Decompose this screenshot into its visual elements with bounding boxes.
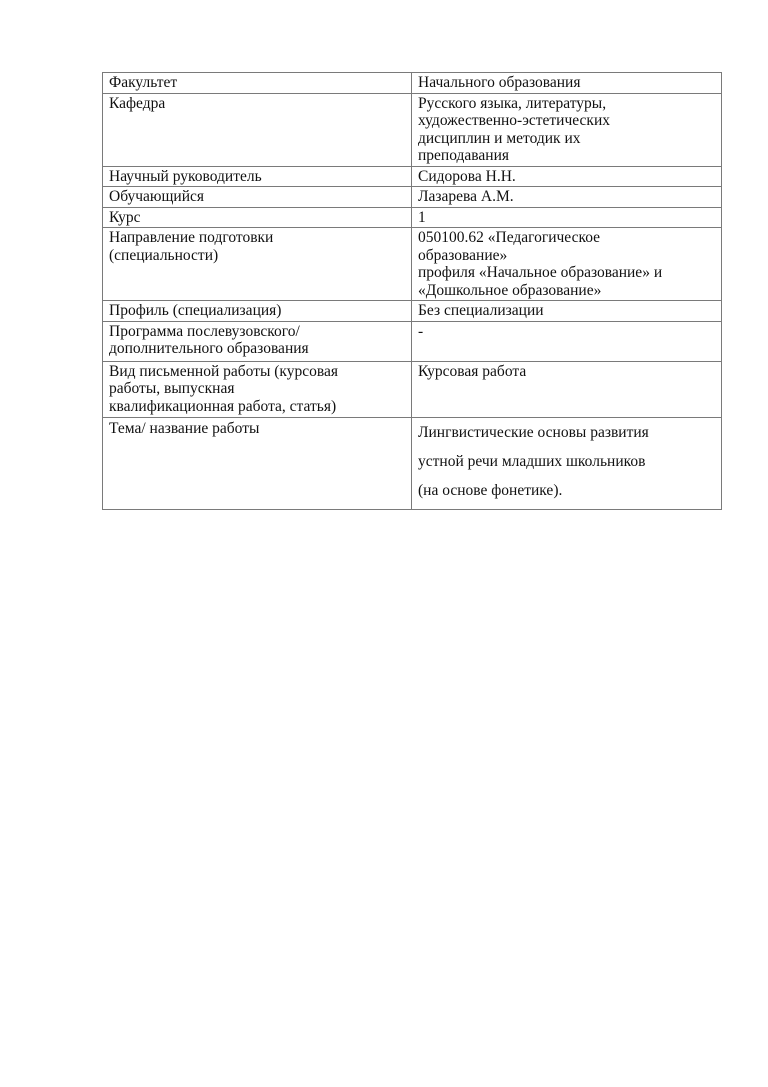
row-value-line: Сидорова Н.Н. bbox=[418, 167, 516, 185]
row-value bbox=[412, 207, 722, 228]
row-value bbox=[412, 301, 722, 322]
table-row-department bbox=[103, 93, 722, 166]
row-value bbox=[412, 361, 722, 417]
table-row-course bbox=[103, 207, 722, 228]
row-label-line: дополнительного образования bbox=[109, 340, 309, 357]
row-label-line: Курс bbox=[109, 208, 141, 226]
row-label-line: квалификационная работа, статья) bbox=[109, 397, 337, 415]
row-label bbox=[103, 207, 412, 228]
row-label-line: Программа послевузовского/ bbox=[109, 322, 300, 340]
row-value-line: образование» bbox=[418, 246, 508, 264]
row-label bbox=[103, 417, 412, 509]
row-value-line: дисциплин и методик их bbox=[418, 129, 581, 147]
row-label-line: Тема/ название работы bbox=[109, 419, 260, 437]
row-label-line: Вид письменной работы (курсовая bbox=[109, 362, 338, 380]
row-value bbox=[412, 321, 722, 361]
row-label-line: Факультет bbox=[109, 74, 178, 91]
row-value bbox=[412, 166, 722, 187]
row-value bbox=[412, 417, 722, 509]
row-label bbox=[103, 228, 412, 301]
table-row-work-type bbox=[103, 361, 722, 417]
table-row-topic bbox=[103, 417, 722, 509]
row-value-line: профиля «Начальное образование» и bbox=[418, 264, 663, 281]
row-value-line: «Дошкольное образование» bbox=[418, 281, 602, 299]
row-label-line: работы, выпускная bbox=[109, 380, 235, 397]
row-value-line: Лазарева А.М. bbox=[418, 188, 514, 205]
row-label bbox=[103, 321, 412, 361]
row-value-line: Начального образования bbox=[418, 74, 581, 91]
row-value bbox=[412, 73, 722, 94]
row-value-line: Лингвистические основы развития bbox=[418, 423, 649, 441]
row-value-line: 050100.62 «Педагогическое bbox=[418, 229, 601, 246]
row-value-line: (на основе фонетике). bbox=[418, 481, 563, 499]
row-label-line: Кафедра bbox=[109, 94, 166, 112]
row-label bbox=[103, 93, 412, 166]
row-label bbox=[103, 187, 412, 208]
table-row-profile bbox=[103, 301, 722, 322]
row-label-line: Профиль (специализация) bbox=[109, 302, 282, 319]
row-value-line: устной речи младших школьников bbox=[418, 452, 646, 470]
table-row-student bbox=[103, 187, 722, 208]
row-label bbox=[103, 73, 412, 94]
row-value-line: Русского языка, литературы, bbox=[418, 94, 607, 112]
row-label-line: Обучающийся bbox=[109, 188, 205, 205]
row-label-line: Направление подготовки bbox=[109, 229, 274, 246]
info-table bbox=[102, 72, 722, 510]
row-value-line: Курсовая работа bbox=[418, 362, 527, 380]
row-value-line: - bbox=[418, 322, 424, 340]
row-value bbox=[412, 187, 722, 208]
row-label-line: Научный руководитель bbox=[109, 167, 262, 185]
row-value-line: преподавания bbox=[418, 147, 510, 164]
row-value-line: 1 bbox=[418, 208, 426, 226]
table-row-supervisor bbox=[103, 166, 722, 187]
row-value bbox=[412, 93, 722, 166]
row-value-line: Без специализации bbox=[418, 302, 544, 319]
row-label-line: (специальности) bbox=[109, 246, 219, 264]
row-label bbox=[103, 361, 412, 417]
table-row-program bbox=[103, 321, 722, 361]
table-row-direction bbox=[103, 228, 722, 301]
row-label bbox=[103, 166, 412, 187]
row-label bbox=[103, 301, 412, 322]
row-value bbox=[412, 228, 722, 301]
row-value-line: художественно-эстетических bbox=[418, 112, 610, 129]
table-row-faculty bbox=[103, 73, 722, 94]
